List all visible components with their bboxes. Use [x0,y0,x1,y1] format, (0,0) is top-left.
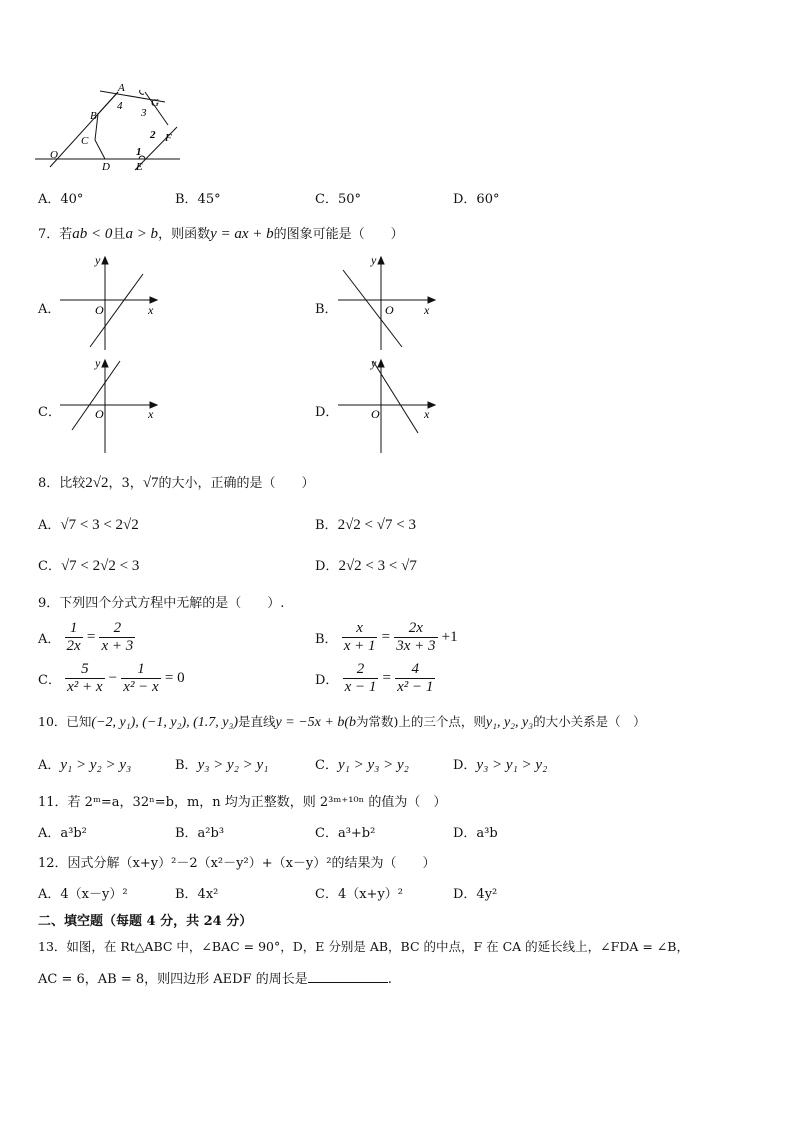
svg-text:y: y [371,356,377,370]
q11-option-a[interactable]: A．a³b² [38,826,87,841]
label-F: F [165,132,172,144]
q6-option-a[interactable]: A．40° [38,192,84,207]
q12-option-d[interactable]: D．4y² [453,887,498,902]
label-C: C [81,135,89,147]
q11-option-b[interactable]: B．a²b³ [175,826,225,841]
question-9-stem: 9．下列四个分式方程中无解的是（ ）. [38,596,285,611]
svg-text:x: x [424,407,430,421]
question-7-stem: 7．若ab < 0且a > b，则函数y = ax + b的图象可能是（ ） [38,226,404,242]
q8-option-a[interactable]: A．√7 < 3 < 2√2 [38,517,139,533]
graph-d [338,355,443,455]
fraction: $\frac{5}{\text{x² + x}}$ [67,661,103,695]
q10-option-d[interactable]: D．y₃ > y₁ > y₂ [453,757,548,773]
svg-text:y: y [371,253,377,267]
label-E: E [136,161,143,173]
fraction: $\frac{4}{\text{x² − 1}}$ [397,661,434,695]
q9-option-a[interactable]: A． $\frac{1}{2x}$ = $\frac{2}{x + 3}$ [38,620,134,654]
svg-text:y: y [95,356,101,370]
label-4: 4 [117,100,123,112]
label-2: 2 [150,129,156,141]
q10-option-a[interactable]: A．y₁ > y₂ > y₃ [38,757,132,773]
label-G: G [151,97,159,109]
q6-option-d[interactable]: D．60° [453,192,500,207]
q12-option-a[interactable]: A．4（x－y）² [38,887,128,902]
svg-text:O: O [371,407,380,421]
q6-option-c[interactable]: C．50° [315,192,361,207]
q7-option-b[interactable]: B． [315,302,338,317]
label-A: A [118,82,125,94]
svg-text:x: x [424,303,430,317]
q6-option-b[interactable]: B．45° [175,192,221,207]
fraction: $\frac{2}{x + 3}$ [101,620,134,654]
label-O: O [50,149,58,161]
label-3: 3 [141,107,147,119]
graph-c [60,355,165,455]
question-13-line2: AC = 6，AB = 8，则四边形 AEDF 的周长是 . [38,972,392,987]
fraction: $\frac{1}{\text{x² − x}}$ [123,661,159,695]
q11-option-c[interactable]: C．a³+b² [315,826,376,841]
svg-text:y: y [95,253,101,267]
q8-option-b[interactable]: B．2√2 < √7 < 3 [315,517,416,533]
q8-option-d[interactable]: D．2√2 < 3 < √7 [315,558,417,574]
label-1: 1 [136,146,142,158]
answer-blank[interactable] [308,970,388,983]
question-12-stem: 12．因式分解（x+y）²－2（x²－y²）+（x－y）²的结果为（ ） [38,856,436,871]
q10-option-c[interactable]: C．y₁ > y₃ > y₂ [315,757,409,773]
fraction: $\frac{2x}{3x + 3}$ [396,620,436,654]
question-11-stem: 11．若 2ᵐ=a，32ⁿ=b，m，n 均为正整数，则 2³ᵐ⁺¹⁰ⁿ 的值为（ ） [38,795,447,810]
svg-text:x: x [148,407,154,421]
question-13-line1: 13．如图，在 Rt△ABC 中，∠BAC = 90°，D，E 分别是 AB，BC 的中点，F 在 CA 的延长线上，∠FDA = ∠B， [38,939,689,954]
question-8-stem: 8．比较2√2，3，√7的大小，正确的是（ ） [38,475,315,491]
q8-option-c[interactable]: C．√7 < 2√2 < 3 [38,558,140,574]
q12-option-c[interactable]: C．4（x+y）² [315,887,403,902]
svg-text:O: O [95,407,104,421]
fraction: $\frac{2}{x - 1}$ [344,661,377,695]
svg-text:O: O [95,303,104,317]
q7-option-d[interactable]: D． [315,405,339,420]
label-D: D [102,161,110,173]
svg-text:x: x [148,303,154,317]
graph-b [338,252,443,352]
question-10-stem: 10．已知(−2, y₁), (−1, y₂), (1.7, y₃)是直线y = −5x + b(b为常数)上的三个点，则y₁, y₂, y₃的大小关系是（ ） [38,714,646,730]
svg-text:O: O [385,303,394,317]
graph-a [60,252,165,352]
q7-option-c[interactable]: C． [38,405,61,420]
section-heading: 二、填空题（每题 4 分，共 24 分） [38,914,253,929]
label-B: B [90,110,97,122]
q10-option-b[interactable]: B．y₃ > y₂ > y₁ [175,757,269,773]
q7-option-a[interactable]: A． [38,302,61,317]
fraction: $\frac{x}{x + 1}$ [343,620,376,654]
q11-option-d[interactable]: D．a³b [453,826,498,841]
q9-option-b[interactable]: B． $\frac{x}{x + 1}$ = $\frac{2x}{3x + 3}$ +1 [315,620,458,654]
polygon-figure [30,80,190,175]
q9-option-d[interactable]: D． $\frac{2}{x - 1}$ = $\frac{4}{\text{x² − 1}}$ [315,661,434,695]
q12-option-b[interactable]: B．4x² [175,887,219,902]
fraction: $\frac{1}{2x}$ [66,620,81,654]
q9-option-c[interactable]: C． $\frac{5}{\text{x² + x}}$ − $\frac{1}{\text{x² − x}}$ = 0 [38,661,185,695]
